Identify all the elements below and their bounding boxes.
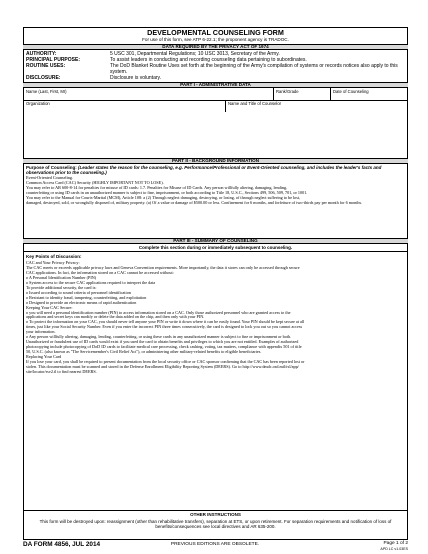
date-of-counseling-label: Date of Counseling [333,89,369,94]
other-instructions-header: OTHER INSTRUCTIONS [190,512,241,517]
form-title: DEVELOPMENTAL COUNSELING FORM [147,28,284,37]
key-points-line: Keeping Your CAC Secure: [26,304,73,310]
part3-instruction: Complete this section during or immediately subsequent to counseling. [138,245,293,250]
purpose-label: Purpose of Counseling: [26,165,77,170]
form-number: DA FORM 4856, JUL 2014 [23,541,101,548]
rank-grade-label: Rank/Grade [276,89,299,94]
authority-label: AUTHORITY: [26,51,57,57]
routine-uses-label: ROUTINE USES: [26,63,66,69]
key-points-line: To provide additional security, the card is: [26,284,97,290]
form-subtitle: For use of this form, see ATP 6-22.1; the proponent agency is TRADOC. [142,37,289,42]
organization-input[interactable] [24,106,224,112]
purpose-line: counterfeiting or using ID cards in an unauthorized manner is subject to fine, imprisonment, or both according to Title 18, U.S.C., Sections 499, 506, 509, 701, or 1001. [26,189,308,195]
part2-header: PART II - BACKGROUND INFORMATION [23,158,408,164]
key-points-line: applications and secret keys can modify or delete the data added on the chip, and then only with your PIN. [26,314,205,320]
other-instructions-text: This form will be destroyed upon: reassignment (other than rehabilitative transfers), separation at ETS, or upon retirement. For separation requirements and notification of loss of benefits/consequences see local directives and AR 635-200. [39,519,392,530]
part3-header: PART III - SUMMARY OF COUNSELING [23,238,408,244]
purpose-line: Common Access Card (CAC) Security (HIGHLY IMPORTANT NOT TO LOSE). [26,179,164,185]
principal-purpose-text: To assist leaders in conducting and recording counseling data pertaining to subordinates. [110,57,307,63]
key-points-line: o Issued according to sound criteria of personnel identification [26,289,131,295]
key-points-text[interactable] [26,261,406,375]
counselor-input[interactable] [226,106,407,112]
key-points-line: o To protect the information on your CAC, you should never tell anyone your PIN or write it down where it can be easily found. Your PIN should be kept secure at all [26,319,305,325]
page-number: Page 1 of 2 [383,541,408,546]
purpose-text[interactable] [26,176,406,205]
key-points-line: 50, U.S.C. (also known as "The Servicemember's Civil Relief Act"), or administering other military-related benefits to eligible beneficiaries. [26,349,262,355]
key-points-line: site/locator/rsv2.tl to find nearest DEERS. [26,368,97,374]
authority-text: 5 USC 301, Departmental Regulations; 10 USC 3013, Secretary of the Army. [110,51,280,57]
key-points-line: o Designed to provide an electronic means of rapid authentication [26,299,137,305]
version-label: APD LC v1.03ES [380,547,408,551]
key-points-line: If you lose your card, you shall be required to present documentation from the local security office or CAC sponsor confirming that the CAC has been reported lost or [26,359,305,365]
purpose-line: You may refer to AR 600-8-14 for penalties for misuse of ID cards: 1.7. Penalties for Misuse of ID Cards. Any person willfully altering, damaging, lending, [26,184,288,190]
disclosure-text: Disclosure is voluntary. [110,75,162,81]
purpose-line: damaged, destroyed, sold, or wrongfully disposed of, military property. (a) Of a value or damage of $500.00 or less. Confinement for 6 months, and forfeiture of two-thirds pay per month for 6 months. [26,199,363,205]
key-points-line: CAC applications. In fact, the information stored on a CAC cannot be accessed without: [26,269,174,275]
obsolete-notice: PREVIOUS EDITIONS ARE OBSOLETE. [170,542,260,547]
purpose-line: You may refer to the Manual for Courts-Martial (MCM), Article 108: a (2) Through neglect damaging, destroying, or losing, of through neglect suffering to be lost, [26,194,301,200]
date-of-counseling-input[interactable] [331,94,407,100]
key-points-line: CAC and Your Privacy Privacy: [26,260,80,265]
key-points-line: o Resistant to identity fraud, tampering, counterfeiting, and exploitation [26,294,147,300]
key-points-line: o System access to the secure CAC applications required to interpret the data [26,279,156,285]
key-points-line: The CAC meets or exceeds applicable privacy laws and Geneva Convention requirements. More importantly, the data it stores can only be accessed through secure [26,264,300,270]
rank-grade-input[interactable] [274,94,329,100]
part1-header: PART I - ADMINISTRATIVE DATA [23,82,408,88]
key-points-line: your information. [26,329,56,335]
key-points-line: Unauthorized or fraudulent use of ID cards would exist if you used the card to obtain benefits and privileges to which you are not entitled. Examples of authorized [26,339,299,345]
purpose-of-counseling-label [26,165,406,175]
privacy-act-header: DATA REQUIRED BY THE PRIVACY ACT OF 1974 [23,44,408,50]
disclosure-label: DISCLOSURE: [26,75,61,81]
key-points-line: o A Personal Identification Number (PIN) [26,274,97,280]
principal-purpose-label: PRINCIPAL PURPOSE: [26,57,80,63]
key-points-line: Replacing Your Card [26,354,62,360]
routine-uses-text: The DoD Blanket Routine Uses set forth at the beginning of the Army's compilation of systems or records notices also apply to this system. [110,63,398,75]
counselor-label: Name and Title of Counselor [228,101,282,106]
purpose-line: Event-Oriented Counseling. [26,175,73,180]
purpose-instructions: (Leader states the reason for the counseling, e.g. Performance/Professional or Event-Oriented counseling, and includes the leader's facts and observations prior to the counseling.) [26,165,382,176]
key-points-line: photocopying include photocopying of DoD ID cards to facilitate medical care processing, check cashing, voting, tax matters, compliance with appendix 501 of title [26,344,302,350]
key-points-line: o Any person willfully altering, damaging, lending, counterfeiting, or using these cards in any unauthorized manner is subject to fine or imprisonment or both. [26,334,292,340]
key-points-line: o you will need a personal identification number (PIN) to access information stored on a CAC. Only those authorized personnel who are granted access to the [26,309,291,315]
organization-label: Organization [26,101,50,106]
name-input[interactable] [24,94,272,100]
name-field-label: Name (Last, First, MI) [26,89,67,94]
key-points-line: times, just like your Social Security Number. Even if you enter the incorrect PIN three times consecutively, the card is designed to lock you out so you cannot access [26,324,303,330]
key-points-line: stolen. This documentation must be scanned and stored in the Defense Enrollment Eligibility Reporting System (DEERS). Go to http://www.dmdc.osd.mil/rsl/app/ [26,364,299,370]
key-points-label: Key Points of Discussion: [26,254,82,259]
